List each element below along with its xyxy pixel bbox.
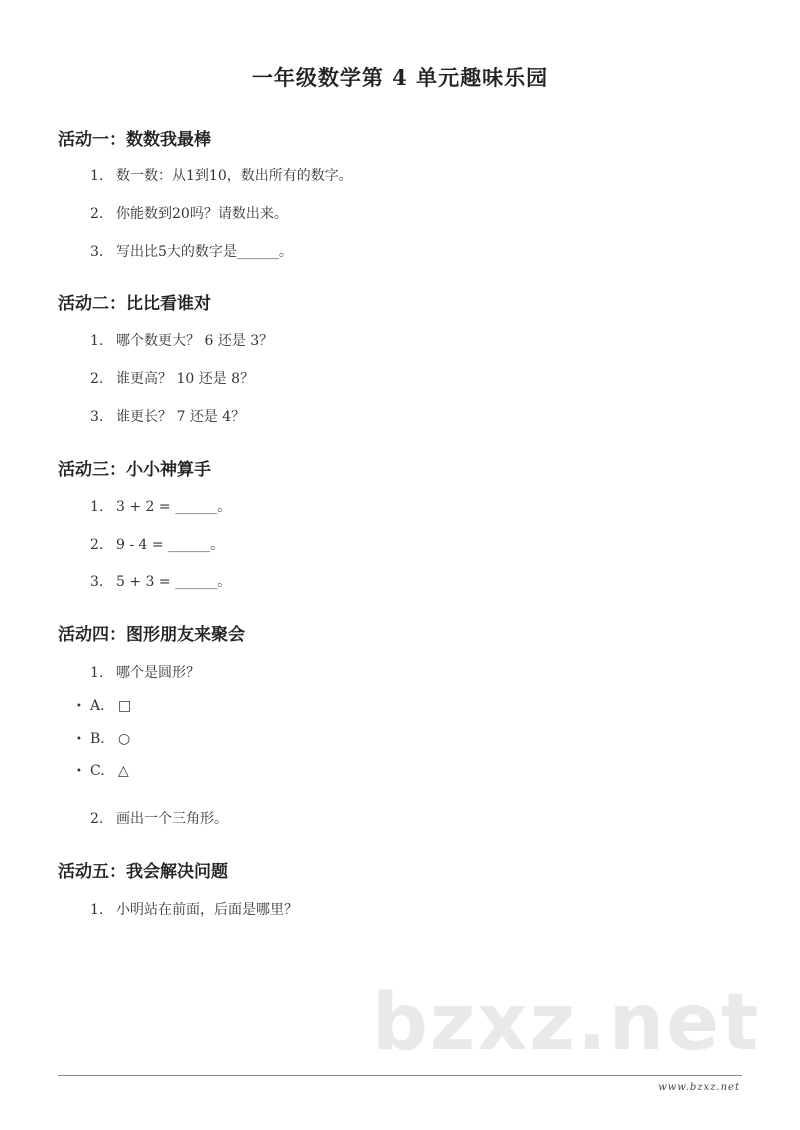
item-number: 3.: [90, 244, 104, 260]
list-item: [90, 571, 231, 591]
section-heading-2: 活动二：比比看谁对: [58, 294, 211, 314]
item-number: 3.: [90, 574, 104, 590]
item-text: 哪个是圆形？: [116, 665, 200, 681]
option-c: [76, 763, 129, 779]
item-number: 2.: [90, 537, 104, 553]
option-letter: B.: [90, 731, 105, 747]
list-item: [90, 662, 200, 682]
section-heading-5: 活动五：我会解决问题: [58, 862, 228, 882]
bullet-icon: •: [76, 765, 82, 777]
item-number: 2.: [90, 811, 104, 827]
page-title: 一年级数学第 4 单元趣味乐园: [251, 65, 549, 90]
circle-shape-icon: ○: [118, 731, 131, 747]
item-text: 数一数：从1到10，数出所有的数字。: [116, 168, 353, 184]
section-heading-3: 活动三：小小神算手: [58, 460, 211, 480]
list-item: [90, 203, 288, 223]
option-letter: C.: [90, 763, 105, 779]
list-item: [90, 534, 224, 554]
list-item: [90, 496, 231, 516]
list-item: [90, 330, 273, 350]
item-text: 谁更高？ 10 还是 8？: [116, 371, 255, 387]
item-number: 2.: [90, 206, 104, 222]
list-item: [90, 165, 353, 185]
item-text: 哪个数更大？ 6 还是 3？: [116, 333, 274, 349]
item-number: 1.: [90, 168, 104, 184]
option-b: [76, 731, 130, 747]
footer-divider: [58, 1075, 742, 1076]
square-shape-icon: □: [118, 698, 132, 714]
section-heading-4: 活动四：图形朋友来聚会: [58, 625, 245, 645]
watermark: bzxz.net: [372, 978, 761, 1068]
item-text: 3 + 2 = ______。: [116, 499, 232, 515]
item-number: 2.: [90, 371, 104, 387]
list-item: [90, 808, 228, 828]
bullet-icon: •: [76, 733, 82, 745]
triangle-shape-icon: △: [118, 763, 129, 779]
list-item: [90, 241, 293, 261]
option-a: [76, 698, 131, 714]
item-number: 1.: [90, 499, 104, 515]
item-text: 谁更长？ 7 还是 4？: [116, 409, 246, 425]
item-text: 小明站在前面，后面是哪里？: [116, 902, 298, 918]
item-number: 3.: [90, 409, 104, 425]
item-number: 1.: [90, 333, 104, 349]
list-item: [90, 368, 254, 388]
item-number: 1.: [90, 902, 104, 918]
bullet-icon: •: [76, 700, 82, 712]
item-text: 你能数到20吗？请数出来。: [116, 206, 288, 222]
option-letter: A.: [90, 698, 105, 714]
item-text: 5 + 3 = ______。: [116, 574, 232, 590]
item-text: 画出一个三角形。: [116, 811, 228, 827]
list-item: [90, 406, 245, 426]
item-text: 写出比5大的数字是______。: [116, 244, 293, 260]
footer-url: www.bzxz.net: [658, 1082, 740, 1093]
section-heading-1: 活动一：数数我最棒: [58, 130, 211, 150]
item-text: 9 - 4 = ______。: [116, 537, 225, 553]
item-number: 1.: [90, 665, 104, 681]
list-item: [90, 899, 298, 919]
